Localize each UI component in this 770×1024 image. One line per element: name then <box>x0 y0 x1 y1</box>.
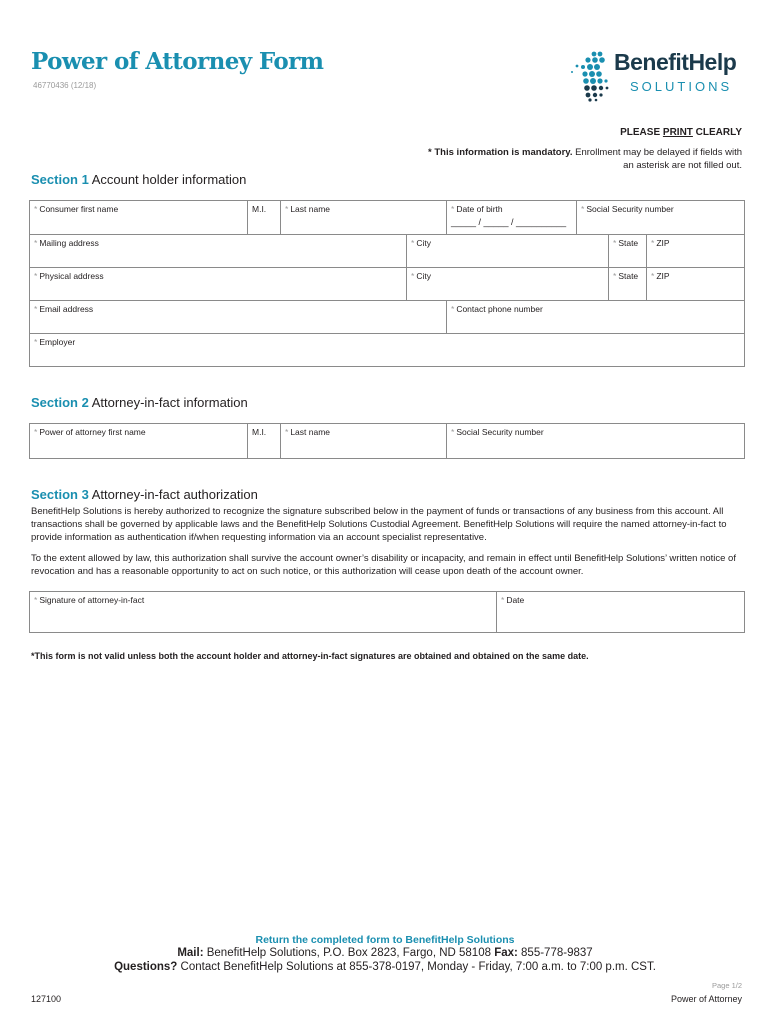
account-last-name-field[interactable]: * Last name <box>281 201 447 234</box>
attorney-first-name-field[interactable]: * Power of attorney first name <box>30 424 248 458</box>
physical-address-field[interactable]: * Physical address <box>30 268 407 300</box>
account-mi-field[interactable]: M.I. <box>248 201 281 234</box>
section-1-heading: Section 1 Account holder information <box>31 172 247 187</box>
physical-city-field[interactable]: * City <box>407 268 609 300</box>
consumer-first-name-field[interactable]: * Consumer first name <box>30 201 248 234</box>
logo-name: BenefitHelp <box>614 49 737 75</box>
signature-grid <box>29 591 745 633</box>
attorney-last-name-field[interactable]: * Last name <box>281 424 447 458</box>
validity-notice: *This form is not valid unless both the account holder and attorney-in-fact signatures are obtained and obtained on the same date. <box>31 651 589 661</box>
mailing-city-field[interactable]: * City <box>407 235 609 267</box>
authorization-paragraph-1: BenefitHelp Solutions is hereby authorized to recognize the signature subscribed below in the payment of funds or transactions of any business from this account. All transactions shall be governed by applicable laws and the BenefitHelp Solutions Custodial Agreement. BenefitHelp Solutions will require the named attorney-in-fact to provide information as authentication if/when requesting information via an account specialist representative. <box>31 506 727 543</box>
mailing-zip-field[interactable]: * ZIP <box>651 238 670 248</box>
date-of-birth-field[interactable]: * Date of birth _____ / _____ / __________ <box>447 201 577 234</box>
authorization-paragraph-2: To the extent allowed by law, this authorization shall survive the account owner’s disability or incapacity, and remain in effect until BenefitHelp Solutions’ written notice of revocation and has a reasonable opportunity to act on such notice, or this authorization will cease upon death of the account owner. <box>31 553 736 577</box>
attorney-signature-field[interactable]: * Signature of attorney-in-fact <box>30 592 497 632</box>
dob-blank-line: _____ / _____ / __________ <box>451 217 567 227</box>
email-address-field[interactable]: * Email address <box>30 301 447 333</box>
physical-zip-field[interactable]: * ZIP <box>651 271 670 281</box>
print-clearly-notice: PLEASE PRINT CLEARLY <box>620 127 742 138</box>
mail-fax-line: Mail: BenefitHelp Solutions, P.O. Box 2823, Fargo, ND 58108 Fax: 855-778-9837 <box>177 947 593 959</box>
return-instructions: Return the completed form to BenefitHelp Solutions <box>255 934 515 946</box>
employer-field[interactable]: * Employer <box>34 337 76 347</box>
physical-state-field[interactable]: * State <box>609 268 647 300</box>
attorney-mi-field[interactable]: M.I. <box>248 424 281 458</box>
page-number: Page 1/2 <box>711 981 742 990</box>
mailing-address-field[interactable]: * Mailing address <box>30 235 407 267</box>
form-title: Power of Attorney Form <box>31 48 324 75</box>
signature-date-field[interactable]: * Date <box>501 595 525 605</box>
attorney-ssn-field[interactable]: * Social Security number <box>451 427 544 437</box>
mailing-state-field[interactable]: * State <box>609 235 647 267</box>
form-id: 127100 <box>31 994 62 1004</box>
section-3-heading: Section 3 Attorney-in-fact authorization <box>31 487 258 502</box>
form-name: Power of Attorney <box>670 994 742 1004</box>
logo-subtitle: SOLUTIONS <box>630 79 733 94</box>
account-ssn-field[interactable]: * Social Security number <box>581 204 674 214</box>
contact-phone-field[interactable]: * Contact phone number <box>451 304 543 314</box>
benefithelp-logo-icon <box>568 50 614 102</box>
account-holder-grid <box>29 200 745 367</box>
section-2-heading: Section 2 Attorney-in-fact information <box>31 395 248 410</box>
questions-line: Questions? Contact BenefitHelp Solutions at 855-378-0197, Monday - Friday, 7:00 a.m. to 7:00 p.m. CST. <box>114 961 656 973</box>
form-code: 46770436 (12/18) <box>33 81 97 90</box>
attorney-info-grid <box>29 423 745 459</box>
mandatory-notice: * This information is mandatory. Enrollment may be delayed if fields with an asterisk are not filled out. <box>428 147 742 171</box>
